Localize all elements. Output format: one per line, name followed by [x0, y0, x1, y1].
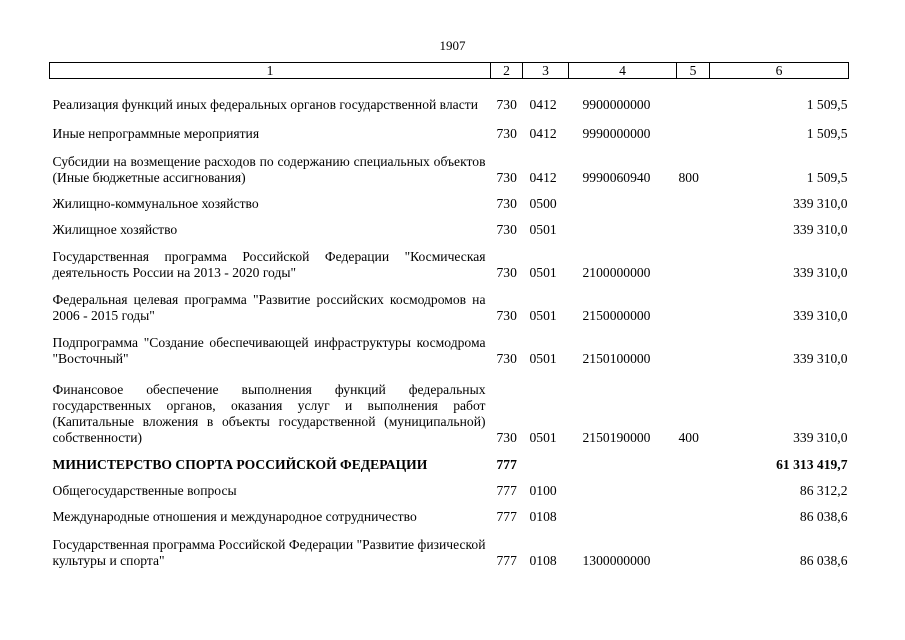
row-section-code: 0501 — [529, 430, 557, 445]
table-row — [50, 79, 849, 114]
header-col-4: 4 — [569, 63, 677, 79]
row-expense-type — [677, 238, 710, 281]
header-col-5: 5 — [677, 63, 710, 79]
row-target-code — [569, 212, 677, 238]
row-ministry-code: 730 — [496, 196, 517, 211]
row-section-code: 0100 — [529, 483, 557, 498]
table-row — [50, 525, 849, 569]
row-name: Жилищное хозяйство — [52, 222, 178, 237]
table-row — [50, 473, 849, 499]
row-expense-type — [677, 324, 710, 367]
budget-table — [49, 62, 849, 569]
row-amount: 339 310,0 — [793, 351, 848, 366]
table-row — [50, 238, 849, 281]
row-target-code — [569, 446, 677, 473]
row-ministry-code: 730 — [496, 430, 517, 445]
row-ministry-code: 777 — [496, 553, 517, 568]
row-ministry-code: 730 — [496, 308, 517, 323]
row-section-code: 0108 — [529, 509, 557, 524]
row-target-code — [569, 186, 677, 212]
row-amount: 339 310,0 — [793, 430, 848, 445]
row-expense-type — [677, 79, 710, 114]
row-target-code: 9900000000 — [582, 97, 651, 112]
row-name: Федеральная целевая программа "Развитие российских космодромов на 2006 - 2015 годы" — [52, 292, 486, 323]
row-section-code — [523, 446, 569, 473]
table-row — [50, 446, 849, 473]
table-row — [50, 281, 849, 324]
row-name: Общегосударственные вопросы — [52, 483, 237, 498]
row-section-code: 0501 — [529, 222, 557, 237]
row-expense-type: 800 — [678, 170, 699, 185]
row-amount: 86 038,6 — [799, 509, 848, 524]
header-col-6: 6 — [710, 63, 849, 79]
row-expense-type — [677, 186, 710, 212]
table-row — [50, 142, 849, 186]
row-amount: 1 509,5 — [806, 126, 848, 141]
row-amount: 339 310,0 — [793, 196, 848, 211]
row-expense-type — [677, 473, 710, 499]
row-name: Реализация функций иных федеральных органов государственной власти — [52, 97, 478, 112]
row-name: Финансовое обеспечение выполнения функций федеральных государственных органов, оказания услуг и выполнения работ (Капитальные вложения в объекты государственной (муниципальной) собственности) — [52, 382, 486, 445]
row-section-code: 0501 — [529, 265, 557, 280]
row-target-code: 9990060940 — [582, 170, 651, 185]
row-name: Жилищно-коммунальное хозяйство — [52, 196, 259, 211]
row-ministry-code: 730 — [496, 351, 517, 366]
table-row — [50, 324, 849, 367]
row-target-code — [569, 499, 677, 525]
row-ministry-code: 730 — [496, 126, 517, 141]
row-ministry-code: 730 — [496, 170, 517, 185]
row-expense-type — [677, 212, 710, 238]
row-expense-type — [677, 499, 710, 525]
row-section-code: 0412 — [529, 170, 557, 185]
row-ministry-code: 777 — [496, 509, 517, 524]
row-expense-type — [677, 113, 710, 142]
row-target-code: 1300000000 — [582, 553, 651, 568]
table-row — [50, 186, 849, 212]
row-target-code: 2100000000 — [582, 265, 651, 280]
row-ministry-code: 777 — [496, 457, 517, 472]
table-header-row — [50, 63, 849, 79]
row-target-code: 2150100000 — [582, 351, 651, 366]
row-amount: 1 509,5 — [806, 97, 848, 112]
row-section-code: 0501 — [529, 351, 557, 366]
row-expense-type — [677, 525, 710, 569]
row-target-code — [569, 473, 677, 499]
row-expense-type — [677, 446, 710, 473]
header-col-2: 2 — [491, 63, 523, 79]
table-row — [50, 499, 849, 525]
row-amount: 339 310,0 — [793, 265, 848, 280]
row-section-code: 0412 — [529, 97, 557, 112]
row-ministry-code: 777 — [496, 483, 517, 498]
row-target-code: 2150000000 — [582, 308, 651, 323]
row-name: Субсидии на возмещение расходов по содержанию специальных объектов (Иные бюджетные ассигнования) — [52, 154, 486, 185]
row-ministry-code: 730 — [496, 97, 517, 112]
row-name: Государственная программа Российской Федерации "Космическая деятельность России на 2013 - 2020 годы" — [52, 249, 486, 280]
row-amount: 61 313 419,7 — [776, 457, 848, 472]
table-row — [50, 367, 849, 446]
header-col-1: 1 — [50, 63, 491, 79]
table-row — [50, 212, 849, 238]
row-section-code: 0501 — [529, 308, 557, 323]
row-ministry-code: 730 — [496, 265, 517, 280]
row-amount: 86 312,2 — [799, 483, 848, 498]
row-name: Международные отношения и международное сотрудничество — [52, 509, 417, 524]
row-section-code: 0412 — [529, 126, 557, 141]
row-target-code: 9990000000 — [582, 126, 651, 141]
row-ministry-code: 730 — [496, 222, 517, 237]
table-row — [50, 113, 849, 142]
row-name: Государственная программа Российской Федерации "Развитие физической культуры и спорта" — [52, 537, 486, 568]
row-amount: 339 310,0 — [793, 222, 848, 237]
row-expense-type: 400 — [678, 430, 699, 445]
row-name: Подпрограмма "Создание обеспечивающей инфраструктуры космодрома "Восточный" — [52, 335, 486, 366]
row-target-code: 2150190000 — [582, 430, 651, 445]
row-amount: 339 310,0 — [793, 308, 848, 323]
row-section-code: 0108 — [529, 553, 557, 568]
row-section-code: 0500 — [529, 196, 557, 211]
row-expense-type — [677, 281, 710, 324]
page-number: 1907 — [439, 38, 466, 53]
row-amount: 1 509,5 — [806, 170, 848, 185]
row-amount: 86 038,6 — [799, 553, 848, 568]
header-col-3: 3 — [523, 63, 569, 79]
row-name: Иные непрограммные мероприятия — [52, 126, 260, 141]
row-name: МИНИСТЕРСТВО СПОРТА РОССИЙСКОЙ ФЕДЕРАЦИИ — [52, 457, 428, 472]
